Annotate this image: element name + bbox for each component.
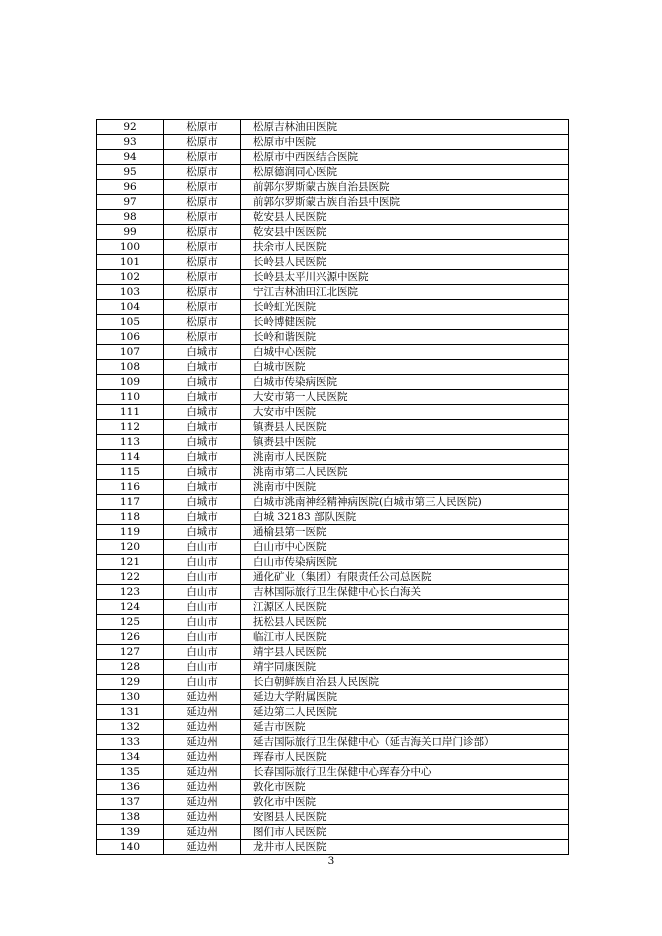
cell-institution-name: 白山市中心医院 <box>241 540 569 555</box>
table-row <box>97 795 569 810</box>
cell-institution-name: 乾安县中医医院 <box>241 225 569 240</box>
table-row <box>97 420 569 435</box>
cell-region: 白山市 <box>164 645 241 660</box>
table-row <box>97 210 569 225</box>
table-row <box>97 630 569 645</box>
table-row <box>97 660 569 675</box>
cell-index: 139 <box>97 825 164 840</box>
cell-region: 延边州 <box>164 780 241 795</box>
table-row <box>97 435 569 450</box>
cell-index: 137 <box>97 795 164 810</box>
cell-index: 120 <box>97 540 164 555</box>
cell-institution-name: 扶余市人民医院 <box>241 240 569 255</box>
cell-institution-name: 珲春市人民医院 <box>241 750 569 765</box>
table-row <box>97 390 569 405</box>
table-row <box>97 135 569 150</box>
cell-institution-name: 大安市中医院 <box>241 405 569 420</box>
cell-institution-name: 安图县人民医院 <box>241 810 569 825</box>
cell-region: 白山市 <box>164 675 241 690</box>
table-row <box>97 675 569 690</box>
cell-region: 松原市 <box>164 180 241 195</box>
cell-institution-name: 镇赉县中医院 <box>241 435 569 450</box>
cell-region: 延边州 <box>164 825 241 840</box>
table-row <box>97 195 569 210</box>
cell-index: 113 <box>97 435 164 450</box>
cell-institution-name: 松原市中西医结合医院 <box>241 150 569 165</box>
cell-region: 白山市 <box>164 540 241 555</box>
cell-institution-name: 长岭县人民医院 <box>241 255 569 270</box>
cell-institution-name: 长白朝鲜族自治县人民医院 <box>241 675 569 690</box>
cell-index: 140 <box>97 840 164 855</box>
cell-region: 白山市 <box>164 585 241 600</box>
cell-region: 白城市 <box>164 420 241 435</box>
cell-index: 107 <box>97 345 164 360</box>
cell-institution-name: 通榆县第一医院 <box>241 525 569 540</box>
table-row <box>97 240 569 255</box>
page-number: 3 <box>327 855 335 867</box>
hospital-list-body <box>97 120 569 855</box>
table-row <box>97 360 569 375</box>
cell-region: 松原市 <box>164 285 241 300</box>
cell-institution-name: 延边第二人民医院 <box>241 705 569 720</box>
cell-index: 117 <box>97 495 164 510</box>
cell-institution-name: 延吉市医院 <box>241 720 569 735</box>
cell-institution-name: 洮南市第二人民医院 <box>241 465 569 480</box>
table-row <box>97 375 569 390</box>
cell-region: 延边州 <box>164 720 241 735</box>
cell-region: 松原市 <box>164 150 241 165</box>
cell-index: 93 <box>97 135 164 150</box>
cell-region: 松原市 <box>164 330 241 345</box>
cell-institution-name: 松原市中医院 <box>241 135 569 150</box>
cell-index: 111 <box>97 405 164 420</box>
table-row <box>97 330 569 345</box>
table-row <box>97 750 569 765</box>
cell-region: 松原市 <box>164 255 241 270</box>
cell-region: 白城市 <box>164 345 241 360</box>
cell-index: 132 <box>97 720 164 735</box>
cell-index: 127 <box>97 645 164 660</box>
cell-region: 白城市 <box>164 390 241 405</box>
cell-index: 128 <box>97 660 164 675</box>
cell-index: 116 <box>97 480 164 495</box>
table-row <box>97 225 569 240</box>
cell-region: 松原市 <box>164 225 241 240</box>
cell-index: 129 <box>97 675 164 690</box>
cell-index: 121 <box>97 555 164 570</box>
cell-region: 延边州 <box>164 795 241 810</box>
cell-region: 松原市 <box>164 120 241 135</box>
cell-region: 白山市 <box>164 615 241 630</box>
cell-institution-name: 通化矿业（集团）有限责任公司总医院 <box>241 570 569 585</box>
table-row <box>97 300 569 315</box>
table-row <box>97 600 569 615</box>
cell-index: 99 <box>97 225 164 240</box>
cell-index: 130 <box>97 690 164 705</box>
cell-institution-name: 靖宇县人民医院 <box>241 645 569 660</box>
cell-index: 114 <box>97 450 164 465</box>
table-row <box>97 810 569 825</box>
cell-region: 白城市 <box>164 405 241 420</box>
cell-index: 109 <box>97 375 164 390</box>
table-row <box>97 465 569 480</box>
cell-region: 延边州 <box>164 735 241 750</box>
cell-region: 松原市 <box>164 210 241 225</box>
cell-index: 108 <box>97 360 164 375</box>
table-row <box>97 705 569 720</box>
table-row <box>97 165 569 180</box>
cell-institution-name: 长春国际旅行卫生保健中心珲春分中心 <box>241 765 569 780</box>
cell-index: 136 <box>97 780 164 795</box>
table-row <box>97 780 569 795</box>
cell-index: 105 <box>97 315 164 330</box>
cell-index: 134 <box>97 750 164 765</box>
table-row <box>97 765 569 780</box>
cell-region: 松原市 <box>164 270 241 285</box>
cell-institution-name: 长岭博健医院 <box>241 315 569 330</box>
cell-region: 松原市 <box>164 240 241 255</box>
cell-institution-name: 洮南市人民医院 <box>241 450 569 465</box>
table-row <box>97 525 569 540</box>
cell-region: 白城市 <box>164 360 241 375</box>
cell-institution-name: 镇赉县人民医院 <box>241 420 569 435</box>
cell-institution-name: 图们市人民医院 <box>241 825 569 840</box>
table-row <box>97 450 569 465</box>
cell-index: 110 <box>97 390 164 405</box>
cell-institution-name: 洮南市中医院 <box>241 480 569 495</box>
cell-index: 100 <box>97 240 164 255</box>
table-row <box>97 720 569 735</box>
hospital-list-table <box>96 119 569 855</box>
cell-index: 92 <box>97 120 164 135</box>
table-row <box>97 285 569 300</box>
cell-institution-name: 白城市医院 <box>241 360 569 375</box>
cell-region: 白城市 <box>164 495 241 510</box>
cell-region: 延边州 <box>164 705 241 720</box>
cell-institution-name: 乾安县人民医院 <box>241 210 569 225</box>
cell-index: 97 <box>97 195 164 210</box>
cell-region: 延边州 <box>164 765 241 780</box>
cell-institution-name: 松原德润同心医院 <box>241 165 569 180</box>
cell-institution-name: 白城市洮南神经精神病医院(白城市第三人民医院) <box>241 495 569 510</box>
cell-institution-name: 临江市人民医院 <box>241 630 569 645</box>
table-row <box>97 495 569 510</box>
cell-institution-name: 大安市第一人民医院 <box>241 390 569 405</box>
table-row <box>97 615 569 630</box>
cell-index: 126 <box>97 630 164 645</box>
cell-institution-name: 前郭尔罗斯蒙古族自治县中医院 <box>241 195 569 210</box>
table-row <box>97 510 569 525</box>
table-row <box>97 180 569 195</box>
cell-index: 123 <box>97 585 164 600</box>
table-row <box>97 555 569 570</box>
cell-institution-name: 龙井市人民医院 <box>241 840 569 855</box>
cell-index: 118 <box>97 510 164 525</box>
table-row <box>97 255 569 270</box>
cell-institution-name: 敦化市中医院 <box>241 795 569 810</box>
cell-region: 白山市 <box>164 660 241 675</box>
table-row <box>97 315 569 330</box>
table-row <box>97 345 569 360</box>
table-row <box>97 120 569 135</box>
cell-region: 白山市 <box>164 600 241 615</box>
cell-index: 96 <box>97 180 164 195</box>
cell-region: 延边州 <box>164 690 241 705</box>
table-row <box>97 840 569 855</box>
cell-index: 119 <box>97 525 164 540</box>
cell-region: 松原市 <box>164 315 241 330</box>
cell-institution-name: 抚松县人民医院 <box>241 615 569 630</box>
cell-region: 白城市 <box>164 480 241 495</box>
cell-index: 94 <box>97 150 164 165</box>
cell-institution-name: 延边大学附属医院 <box>241 690 569 705</box>
cell-region: 松原市 <box>164 165 241 180</box>
cell-region: 白城市 <box>164 465 241 480</box>
table-row <box>97 150 569 165</box>
cell-region: 白山市 <box>164 555 241 570</box>
cell-institution-name: 长岭虹光医院 <box>241 300 569 315</box>
cell-region: 白城市 <box>164 525 241 540</box>
cell-index: 104 <box>97 300 164 315</box>
cell-index: 102 <box>97 270 164 285</box>
cell-index: 101 <box>97 255 164 270</box>
cell-institution-name: 江源区人民医院 <box>241 600 569 615</box>
cell-index: 138 <box>97 810 164 825</box>
cell-region: 白城市 <box>164 375 241 390</box>
table-row <box>97 405 569 420</box>
table-row <box>97 270 569 285</box>
cell-index: 106 <box>97 330 164 345</box>
table-row <box>97 645 569 660</box>
table-row <box>97 540 569 555</box>
cell-institution-name: 吉林国际旅行卫生保健中心长白海关 <box>241 585 569 600</box>
cell-region: 延边州 <box>164 810 241 825</box>
cell-region: 松原市 <box>164 135 241 150</box>
cell-institution-name: 白城中心医院 <box>241 345 569 360</box>
cell-institution-name: 长岭和谐医院 <box>241 330 569 345</box>
cell-institution-name: 延吉国际旅行卫生保健中心（延吉海关口岸门诊部） <box>241 735 569 750</box>
cell-institution-name: 白山市传染病医院 <box>241 555 569 570</box>
cell-region: 松原市 <box>164 300 241 315</box>
table-row <box>97 825 569 840</box>
cell-region: 白山市 <box>164 570 241 585</box>
cell-region: 延边州 <box>164 750 241 765</box>
table-row <box>97 570 569 585</box>
cell-region: 松原市 <box>164 195 241 210</box>
cell-institution-name: 长岭县太平川兴源中医院 <box>241 270 569 285</box>
cell-institution-name: 松原吉林油田医院 <box>241 120 569 135</box>
table-row <box>97 480 569 495</box>
cell-index: 95 <box>97 165 164 180</box>
table-row <box>97 585 569 600</box>
table-row <box>97 690 569 705</box>
cell-region: 白城市 <box>164 510 241 525</box>
cell-index: 135 <box>97 765 164 780</box>
cell-index: 103 <box>97 285 164 300</box>
cell-region: 延边州 <box>164 840 241 855</box>
cell-index: 115 <box>97 465 164 480</box>
cell-index: 112 <box>97 420 164 435</box>
cell-institution-name: 白城市传染病医院 <box>241 375 569 390</box>
cell-region: 白城市 <box>164 435 241 450</box>
cell-index: 122 <box>97 570 164 585</box>
cell-index: 125 <box>97 615 164 630</box>
cell-institution-name: 宁江吉林油田江北医院 <box>241 285 569 300</box>
cell-region: 白山市 <box>164 630 241 645</box>
cell-institution-name: 靖宇同康医院 <box>241 660 569 675</box>
cell-region: 白城市 <box>164 450 241 465</box>
cell-institution-name: 敦化市医院 <box>241 780 569 795</box>
cell-index: 131 <box>97 705 164 720</box>
cell-index: 124 <box>97 600 164 615</box>
cell-index: 133 <box>97 735 164 750</box>
cell-institution-name: 前郭尔罗斯蒙古族自治县医院 <box>241 180 569 195</box>
table-row <box>97 735 569 750</box>
cell-index: 98 <box>97 210 164 225</box>
cell-institution-name: 白城 32183 部队医院 <box>241 510 569 525</box>
